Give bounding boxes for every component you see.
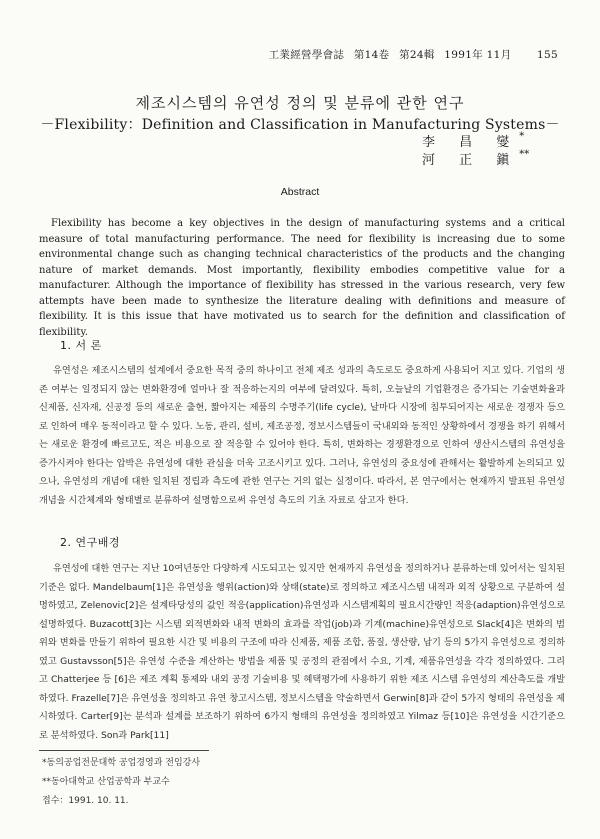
journal-date: 1991年 11月 <box>444 49 512 61</box>
journal-header <box>263 47 558 62</box>
section-1-heading: 1. 서 론 <box>60 339 102 352</box>
section-2-heading: 2. 연구배경 <box>60 536 120 549</box>
page-number: 155 <box>537 49 558 61</box>
author-1-name: 李 昌 燮 <box>422 135 520 150</box>
section-2-body: 유연성에 대한 연구는 지난 10여년동안 다양하게 시도되고는 있지만 현재까지 유연성을 정의하거나 분류하는데 있어서는 일치된 기준은 없다. Mandelbaum[1]은 유연성을 행위(action)와 상태(state)로 정의하고 제조시스템 내적과 외적 상황으로 구분하여 설명하였고, Zelenovic[2]은 설계타당성의 값인 적응(application)유연성과 시스템계획의 필요시간량인 적응(adaption)유연성으로 설명하였다. Buzacott[3]는 시스템 외적변화와 내적 변화의 효과를 작업(job)과 기계(machine)유연성으로 Slack[4]은 변화의 범위와 변화를 만들기 위하여 필요한 시간 및 비용의 구조에 따라 신제품, 제품 조합, 품질, 생산량, 납기 등의 5가지 유연성으로 정의하였고 Gustavsson[5]은 유연성 수준을 계산하는 방법을 제품 및 공정의 관점에서 수요, 기계, 제품유연성을 각각 정의하였다. 그리고 Chatterjee 등 [6]은 제조 계획 통제와 내외 공정 기술비용 및 혜택평가에 사용하기 위한 제조 시스템 유연성의 계산측도를 개발하였다. Frazelle[7]은 유연성을 정의하고 유연 창고시스템, 정보시스템을 약술하면서 Gerwin[8]과 같이 5가지 형태의 유연성을 제시하였다. Carter[9]는 분석과 설계를 보조하기 위하여 6가지 형태의 유연성을 정의하였고 Yilmaz 등[10]은 유연성을 시간기준으로 분석하였다. Son과 Park[11] <box>39 563 565 741</box>
title-korean: 제조시스템의 유연성 정의 및 분류에 관한 연구 <box>135 94 465 112</box>
footnote-1: *동의공업전문대학 공업경영과 전임강사 <box>42 758 201 768</box>
author-1 <box>422 131 524 150</box>
journal-volume: 第14卷 <box>353 49 390 61</box>
author-2-name: 河 正 鎭 <box>422 153 520 168</box>
footnote-divider <box>39 750 209 751</box>
title-english: －Flexibility：Definition and Classification in Manufacturing Systems－ <box>40 117 560 133</box>
footnote-2: **동아대학교 산업공학과 부교수 <box>42 777 170 787</box>
journal-name: 工業經營學會誌 <box>268 49 345 61</box>
journal-issue: 第24輯 <box>399 49 435 61</box>
author-1-mark: * <box>519 131 525 142</box>
footnote-received-date: 접수：1991. 10. 11. <box>42 796 129 806</box>
author-2-mark: ** <box>519 149 530 160</box>
abstract-text: Flexibility has become a key objectives in the design of manufacturing systems and a critical measure of total manufacturing performance. The need for flexibility is increasing due to some environmental change such as changing technical characteristics of the products and the changing nature of market demands. Most importantly, flexibility embodies competitive value for a manufacturer. Although the importance of flexibility has stressed in the various research, very few attempts have been made to synthesize the literature dealing with definitions and measure of flexibility. It is this issue that have motivated us to search for the definition and classification of flexibility. <box>39 218 565 338</box>
abstract-heading: Abstract <box>280 186 320 198</box>
section-1-body: 유연성은 제조시스템의 설계에서 중요한 목적 중의 하나이고 전체 제조 성과의 측도로도 중요하게 사용되어 지고 있다. 기업의 생존 여부는 일정되지 않는 변화환경에 얼마나 잘 적응하는지의 여부에 달려있다. 특히, 오늘날의 기업환경은 증가되는 기술변화율과 신제품, 신자재, 신공정 등의 새로운 출현, 짧아지는 제품의 수명주기(life cycle), 날마다 시장에 침투되어지는 새로운 경쟁자 등으로 인하여 매우 동적이라고 할 수 있다. 노동, 관리, 설비, 제조공정, 정보시스템들이 국내외와 동적인 상황하에서 경쟁을 하기 위해서는 새로운 환경에 빠르고도, 적은 비용으로 잘 적응할 수 있어야 한다. 특히, 변화하는 경쟁환경으로 인하여 생산시스템의 유연성을 증가시켜야 한다는 압박은 유연성에 대한 관심을 더욱 고조시키고 있다. 그러나, 유연성의 중요성에 관해서는 활발하게 논의되고 있으나, 유연성의 개념에 대한 일치된 정립과 측도에 관한 연구는 거의 없는 실정이다. 따라서, 본 연구에서는 현재까지 발표된 유연성 개념을 시간체계와 형태별로 분류하여 설명함으로써 유연성 측도의 기초 자료로 삼고자 한다. <box>39 365 565 506</box>
author-2 <box>422 149 529 168</box>
